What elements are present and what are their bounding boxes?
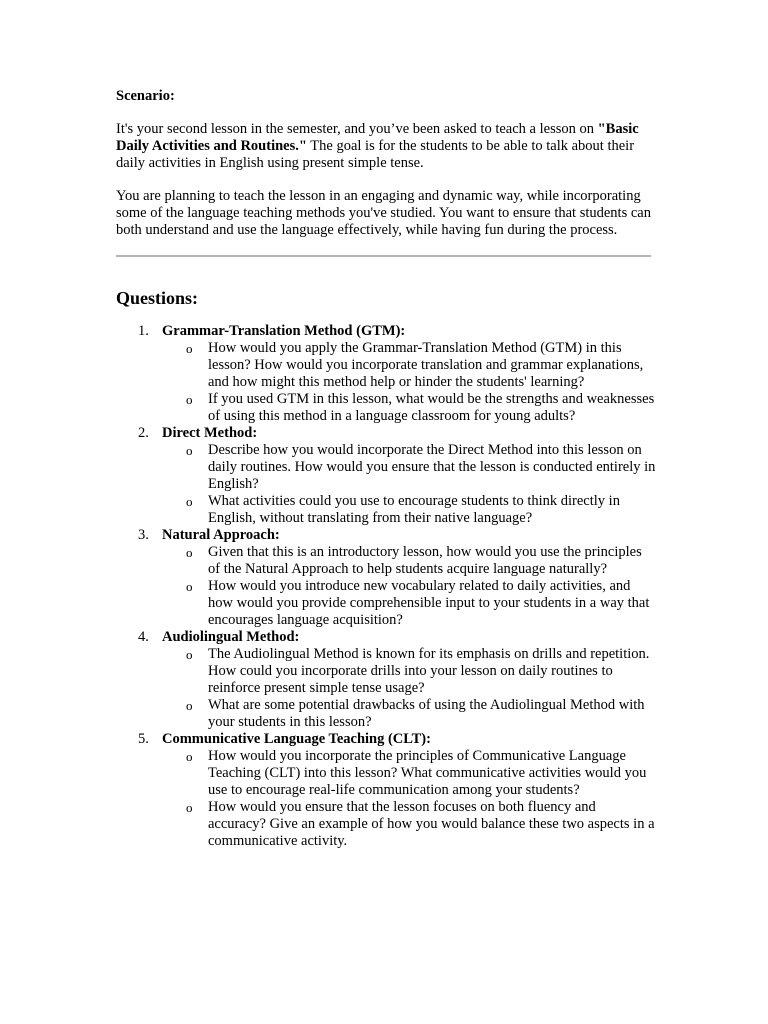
scenario-paragraph-2: You are planning to teach the lesson in an engaging and dynamic way, while incorporating some of the language teaching methods you've studied. You want to ensure that students can both understand and use the language effectively, while having fun during the process. bbox=[116, 188, 651, 238]
sub-question bbox=[162, 748, 656, 799]
sub-question-text: How would you ensure that the lesson focuses on both fluency and accuracy? Give an example of how you would balance these two aspects in a communicative activity. bbox=[208, 799, 655, 849]
question-item bbox=[116, 731, 656, 850]
sub-question bbox=[162, 544, 656, 578]
sub-question-text: How would you introduce new vocabulary related to daily activities, and how would you provide comprehensible input to your students in a way that encourages language acquisition? bbox=[208, 578, 650, 628]
sub-question-text: The Audiolingual Method is known for its emphasis on drills and repetition. How could you incorporate drills into your lesson on daily routines to reinforce present simple tense usage? bbox=[208, 646, 650, 696]
question-number: 4. bbox=[138, 629, 149, 645]
question-item bbox=[116, 527, 656, 629]
question-title: Audiolingual Method: bbox=[162, 629, 300, 645]
sub-question-text: What are some potential drawbacks of using the Audiolingual Method with your students in this lesson? bbox=[208, 697, 645, 730]
sub-question-text: Describe how you would incorporate the Direct Method into this lesson on daily routines. How would you ensure that the lesson is conducted entirely in English? bbox=[208, 442, 656, 492]
question-number: 2. bbox=[138, 425, 149, 441]
bullet-icon: o bbox=[186, 494, 193, 509]
question-title: Direct Method: bbox=[162, 425, 258, 441]
question-title: Communicative Language Teaching (CLT): bbox=[162, 731, 431, 747]
questions-list bbox=[116, 323, 656, 850]
sub-question bbox=[162, 442, 656, 493]
sub-question bbox=[162, 799, 656, 850]
bullet-icon: o bbox=[186, 579, 193, 594]
sub-question-text: How would you incorporate the principles of Communicative Language Teaching (CLT) into this lesson? What communicative activities would you use to encourage real-life communication among your students? bbox=[208, 748, 647, 798]
sub-question-text: Given that this is an introductory lesson, how would you use the principles of the Natural Approach to help students acquire language naturally? bbox=[208, 544, 642, 577]
bullet-icon: o bbox=[186, 392, 193, 407]
questions-heading: Questions: bbox=[116, 288, 199, 308]
scenario-paragraph-1-goal: The goal is for the students to be able to talk about their daily activities in English using present simple tense. bbox=[116, 138, 635, 171]
bullet-icon: o bbox=[186, 545, 193, 560]
sub-question bbox=[162, 391, 656, 425]
lesson-topic: "Basic Daily Activities and Routines." bbox=[116, 121, 639, 154]
bullet-icon: o bbox=[186, 698, 193, 713]
question-title: Grammar-Translation Method (GTM): bbox=[162, 323, 406, 339]
question-title: Natural Approach: bbox=[162, 527, 280, 543]
question-number: 3. bbox=[138, 527, 149, 543]
sub-question-text: How would you apply the Grammar-Translation Method (GTM) in this lesson? How would you incorporate translation and grammar explanations, and how might this method help or hinder the students' learning? bbox=[208, 340, 644, 390]
question-item bbox=[116, 323, 656, 425]
question-item bbox=[116, 425, 656, 527]
sub-question-text: What activities could you use to encourage students to think directly in English, without translating from their native language? bbox=[208, 493, 620, 526]
bullet-icon: o bbox=[186, 749, 193, 764]
question-number: 1. bbox=[138, 323, 149, 339]
sub-question bbox=[162, 493, 656, 527]
bullet-icon: o bbox=[186, 647, 193, 662]
sub-question bbox=[162, 578, 656, 629]
sub-question-list bbox=[162, 748, 656, 850]
sub-question-list bbox=[162, 442, 656, 527]
question-number: 5. bbox=[138, 731, 149, 747]
scenario-paragraph-1 bbox=[116, 121, 656, 172]
scenario-paragraph-1-text: It's your second lesson in the semester, and you’ve been asked to teach a lesson on bbox=[116, 121, 594, 137]
bullet-icon: o bbox=[186, 341, 193, 356]
question-item bbox=[116, 629, 656, 731]
sub-question-list bbox=[162, 544, 656, 629]
sub-question-list bbox=[162, 646, 656, 731]
horizontal-divider bbox=[116, 255, 651, 257]
sub-question bbox=[162, 646, 656, 697]
sub-question-text: If you used GTM in this lesson, what would be the strengths and weaknesses of using this method in a language classroom for young adults? bbox=[208, 391, 655, 424]
sub-question bbox=[162, 340, 656, 391]
scenario-label: Scenario: bbox=[116, 88, 175, 104]
document-page bbox=[116, 88, 656, 850]
sub-question bbox=[162, 697, 656, 731]
sub-question-list bbox=[162, 340, 656, 425]
bullet-icon: o bbox=[186, 443, 193, 458]
bullet-icon: o bbox=[186, 800, 193, 815]
